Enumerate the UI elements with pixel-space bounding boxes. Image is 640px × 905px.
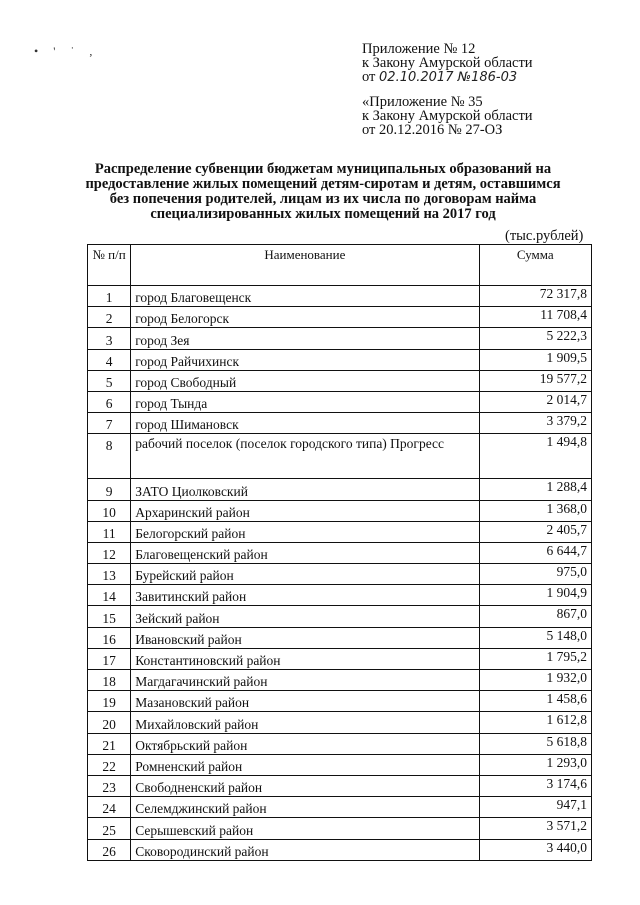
appendix-header <box>362 42 602 137</box>
row-sum: 2 014,7 <box>479 391 592 412</box>
row-sum: 975,0 <box>479 564 592 585</box>
row-number: 13 <box>88 564 131 585</box>
table-row <box>88 648 592 669</box>
row-number: 21 <box>88 733 131 754</box>
row-name: Завитинский район <box>131 585 479 606</box>
table-row <box>88 797 592 818</box>
table-row <box>88 370 592 391</box>
row-number: 11 <box>88 521 131 542</box>
row-sum: 1 909,5 <box>479 349 592 370</box>
handwritten-date: 02.10.2017 №186-03 <box>379 70 518 85</box>
row-sum: 1 288,4 <box>479 479 592 500</box>
row-name: город Тында <box>131 391 479 412</box>
row-name: ЗАТО Циолковский <box>131 479 479 500</box>
row-sum: 5 618,8 <box>479 733 592 754</box>
header-number: № п/п <box>88 245 131 286</box>
table-row <box>88 413 592 434</box>
row-sum: 3 440,0 <box>479 839 592 860</box>
row-sum: 72 317,8 <box>479 286 592 307</box>
row-name: Благовещенский район <box>131 542 479 563</box>
appendix-number: Приложение № 12 <box>362 41 476 57</box>
table-row <box>88 627 592 648</box>
row-number: 7 <box>88 413 131 434</box>
row-sum: 2 405,7 <box>479 521 592 542</box>
row-number: 20 <box>88 712 131 733</box>
row-name: город Благовещенск <box>131 286 479 307</box>
row-number: 9 <box>88 479 131 500</box>
header-name: Наименование <box>131 245 479 286</box>
row-sum: 947,1 <box>479 797 592 818</box>
row-sum: 3 379,2 <box>479 413 592 434</box>
table-row <box>88 818 592 839</box>
table-row <box>88 585 592 606</box>
row-number: 16 <box>88 627 131 648</box>
row-number: 25 <box>88 818 131 839</box>
table-row <box>88 349 592 370</box>
row-name: Бурейский район <box>131 564 479 585</box>
row-number: 6 <box>88 391 131 412</box>
row-name: Серышевский район <box>131 818 479 839</box>
row-sum: 1 368,0 <box>479 500 592 521</box>
row-name: город Шимановск <box>131 413 479 434</box>
table-header-row <box>88 245 592 286</box>
table-row <box>88 391 592 412</box>
row-number: 3 <box>88 328 131 349</box>
table-row <box>88 839 592 860</box>
row-number: 2 <box>88 307 131 328</box>
table-row <box>88 307 592 328</box>
row-number: 10 <box>88 500 131 521</box>
row-sum: 1 293,0 <box>479 754 592 775</box>
row-sum: 867,0 <box>479 606 592 627</box>
row-number: 15 <box>88 606 131 627</box>
previous-appendix-number: «Приложение № 35 <box>362 94 483 110</box>
table-row <box>88 754 592 775</box>
table-row <box>88 521 592 542</box>
table-body <box>88 286 592 861</box>
table-row <box>88 775 592 796</box>
appendix-date <box>362 70 602 85</box>
row-name: Свободненский район <box>131 775 479 796</box>
table-row <box>88 500 592 521</box>
row-name: Магдагачинский район <box>131 670 479 691</box>
row-number: 19 <box>88 691 131 712</box>
row-name: Октябрьский район <box>131 733 479 754</box>
row-number: 12 <box>88 542 131 563</box>
row-name: Селемджинский район <box>131 797 479 818</box>
row-number: 23 <box>88 775 131 796</box>
table-row <box>88 286 592 307</box>
row-name: Михайловский район <box>131 712 479 733</box>
header-sum: Сумма <box>479 245 592 286</box>
row-number: 4 <box>88 349 131 370</box>
row-name: рабочий поселок (поселок городского типа) Прогресс <box>131 434 479 479</box>
table-row <box>88 434 592 479</box>
row-sum: 3 571,2 <box>479 818 592 839</box>
row-number: 24 <box>88 797 131 818</box>
row-sum: 5 148,0 <box>479 627 592 648</box>
row-sum: 19 577,2 <box>479 370 592 391</box>
law-reference: к Закону Амурской области <box>362 55 533 71</box>
date-prefix: от <box>362 69 376 85</box>
row-number: 17 <box>88 648 131 669</box>
row-name: Ивановский район <box>131 627 479 648</box>
row-number: 26 <box>88 839 131 860</box>
row-sum: 1 904,9 <box>479 585 592 606</box>
row-sum: 11 708,4 <box>479 307 592 328</box>
previous-law-reference: к Закону Амурской области <box>362 108 533 124</box>
row-name: Мазановский район <box>131 691 479 712</box>
row-number: 22 <box>88 754 131 775</box>
scan-artifact-marks: • ' ˙ , <box>34 44 99 58</box>
row-sum: 3 174,6 <box>479 775 592 796</box>
document-title: Распределение субвенции бюджетам муниципальных образований на предоставление жилых помещений детям-сиротам и детям, оставшимся без попечения родителей, лицам из их числа по договорам найма специализированных жилых помещений на 2017 год <box>85 161 561 222</box>
row-name: город Белогорск <box>131 307 479 328</box>
row-sum: 1 458,6 <box>479 691 592 712</box>
row-number: 18 <box>88 670 131 691</box>
table-row <box>88 712 592 733</box>
row-number: 1 <box>88 286 131 307</box>
row-sum: 1 932,0 <box>479 670 592 691</box>
row-name: город Свободный <box>131 370 479 391</box>
row-name: Константиновский район <box>131 648 479 669</box>
table-row <box>88 328 592 349</box>
row-number: 5 <box>88 370 131 391</box>
row-name: Сковородинский район <box>131 839 479 860</box>
row-sum: 1 795,2 <box>479 648 592 669</box>
previous-appendix-date: от 20.12.2016 № 27-ОЗ <box>362 122 503 138</box>
distribution-table <box>87 244 592 861</box>
table-row <box>88 479 592 500</box>
unit-label: (тыс.рублей) <box>505 228 584 244</box>
table-row <box>88 564 592 585</box>
table-row <box>88 670 592 691</box>
table-row <box>88 691 592 712</box>
row-name: Зейский район <box>131 606 479 627</box>
table-row <box>88 733 592 754</box>
row-number: 14 <box>88 585 131 606</box>
table-row <box>88 606 592 627</box>
table-row <box>88 542 592 563</box>
row-number: 8 <box>88 434 131 479</box>
row-sum: 1 494,8 <box>479 434 592 479</box>
row-name: Белогорский район <box>131 521 479 542</box>
row-sum: 5 222,3 <box>479 328 592 349</box>
row-sum: 6 644,7 <box>479 542 592 563</box>
row-sum: 1 612,8 <box>479 712 592 733</box>
row-name: Ромненский район <box>131 754 479 775</box>
row-name: город Зея <box>131 328 479 349</box>
row-name: город Райчихинск <box>131 349 479 370</box>
row-name: Архаринский район <box>131 500 479 521</box>
